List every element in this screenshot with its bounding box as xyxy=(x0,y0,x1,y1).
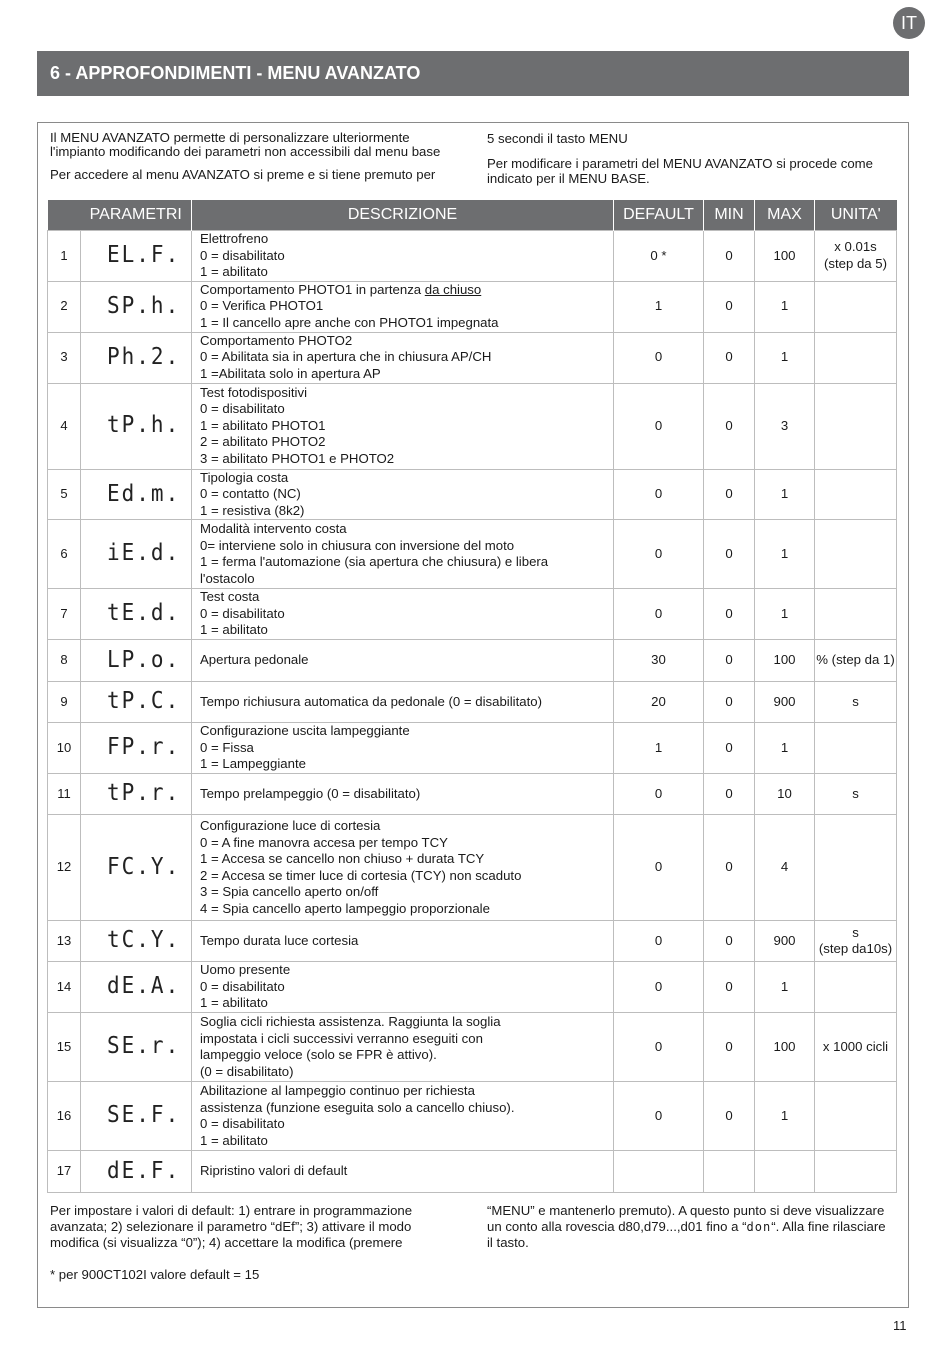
unit-cell xyxy=(815,231,897,282)
default-value: 1 xyxy=(614,281,704,332)
parameter-code: Ed.m. xyxy=(107,479,181,506)
description-line xyxy=(200,366,613,383)
description-text: impostata i cicli successivi verranno eseguiti con xyxy=(200,1030,483,1046)
parameter-code-cell xyxy=(81,640,192,682)
max-value: 1 xyxy=(755,469,815,520)
description-line xyxy=(200,756,613,773)
table-row xyxy=(48,723,897,774)
description-line xyxy=(200,786,613,803)
description-line xyxy=(200,315,613,332)
description-cell xyxy=(192,520,614,589)
table-row xyxy=(48,1151,897,1193)
description-line xyxy=(200,979,613,996)
description-text: Tempo durata luce cortesia xyxy=(200,932,359,948)
unit-cell xyxy=(815,332,897,383)
min-value: 0 xyxy=(704,962,755,1013)
unit-line: x 0.01s xyxy=(834,239,877,255)
description-line xyxy=(200,851,613,868)
table-row xyxy=(48,589,897,640)
description-text: 0 = Verifica PHOTO1 xyxy=(200,298,324,314)
description-text: 0= interviene solo in chiusura con inversione del moto xyxy=(200,537,515,553)
table-row xyxy=(48,469,897,520)
unit-cell xyxy=(815,962,897,1013)
parameter-code-cell xyxy=(81,332,192,383)
parameter-code: tC.Y. xyxy=(107,925,181,953)
row-number: 8 xyxy=(48,640,81,682)
unit-cell xyxy=(815,774,897,815)
description-line xyxy=(200,1133,613,1150)
description-text: Apertura pedonale xyxy=(200,652,309,668)
header-max: MAX xyxy=(755,200,815,231)
default-value: 20 xyxy=(614,682,704,723)
max-value: 900 xyxy=(755,682,815,723)
parameter-code-cell xyxy=(81,520,192,589)
table-row xyxy=(48,640,897,682)
description-line xyxy=(200,818,613,835)
description-text: 2 = abilitato PHOTO2 xyxy=(200,434,326,450)
row-number: 17 xyxy=(48,1151,81,1193)
parameter-code-cell xyxy=(81,1013,192,1082)
description-text: Ripristino valori di default xyxy=(200,1163,348,1179)
description-line xyxy=(200,962,613,979)
description-line xyxy=(200,1100,613,1117)
parameter-code-cell xyxy=(81,682,192,723)
description-line xyxy=(200,231,613,248)
description-line xyxy=(200,486,613,503)
unit-cell xyxy=(815,281,897,332)
description-line xyxy=(200,571,613,588)
unit-cell xyxy=(815,1151,897,1193)
description-line xyxy=(200,1083,613,1100)
description-cell xyxy=(192,723,614,774)
max-value: 1 xyxy=(755,1082,815,1151)
intro-right-column xyxy=(487,131,897,196)
description-line xyxy=(200,521,613,538)
description-line xyxy=(200,622,613,639)
parameter-code: tE.d. xyxy=(107,598,181,626)
description-text: 1 = abilitato xyxy=(200,995,268,1011)
description-text: Configurazione uscita lampeggiante xyxy=(200,723,410,739)
parameter-code: EL.F. xyxy=(107,240,181,268)
max-value: 1 xyxy=(755,723,815,774)
table-row xyxy=(48,281,897,332)
max-value: 100 xyxy=(755,231,815,282)
description-text: 1 = abilitato xyxy=(200,1132,268,1148)
row-number: 10 xyxy=(48,723,81,774)
description-line xyxy=(200,606,613,623)
intro-left-column xyxy=(50,131,455,192)
description-line xyxy=(200,248,613,265)
row-number: 3 xyxy=(48,332,81,383)
parameter-code-cell xyxy=(81,469,192,520)
description-line xyxy=(200,589,613,606)
row-number: 5 xyxy=(48,469,81,520)
description-line xyxy=(200,282,613,299)
default-value: 0 xyxy=(614,774,704,815)
description-line xyxy=(200,554,613,571)
unit-line: s xyxy=(852,924,859,940)
unit-cell xyxy=(815,469,897,520)
table-row xyxy=(48,332,897,383)
header-number xyxy=(48,200,81,231)
description-underline: da chiuso xyxy=(424,281,482,297)
default-value: 0 xyxy=(614,962,704,1013)
table-row xyxy=(48,815,897,921)
unit-cell xyxy=(815,682,897,723)
min-value: 0 xyxy=(704,640,755,682)
row-number: 7 xyxy=(48,589,81,640)
description-line xyxy=(200,451,613,468)
unit-cell xyxy=(815,723,897,774)
max-value: 1 xyxy=(755,520,815,589)
description-cell xyxy=(192,921,614,962)
description-line xyxy=(200,835,613,852)
table-header-row xyxy=(48,200,897,231)
table-row xyxy=(48,774,897,815)
description-line xyxy=(200,538,613,555)
min-value: 0 xyxy=(704,383,755,469)
unit-cell xyxy=(815,589,897,640)
min-value: 0 xyxy=(704,723,755,774)
parameter-code: tP.h. xyxy=(107,410,181,438)
parameter-code-cell xyxy=(81,815,192,921)
min-value: 0 xyxy=(704,921,755,962)
parameters-table xyxy=(47,200,897,1193)
description-text: 0 = contatto (NC) xyxy=(200,486,301,501)
parameter-code: SE.r. xyxy=(107,1031,181,1059)
parameter-code-cell xyxy=(81,231,192,282)
description-line xyxy=(200,264,613,281)
parameter-code-cell xyxy=(81,281,192,332)
intro-paragraph-2: Per accedere al menu AVANZATO si preme e si tiene premuto per xyxy=(50,167,436,182)
description-text: 1 = ferma l'automazione (sia apertura che chiusura) e libera xyxy=(200,554,549,569)
header-descrizione: DESCRIZIONE xyxy=(192,200,614,231)
description-line xyxy=(200,434,613,451)
table-row xyxy=(48,1082,897,1151)
description-cell xyxy=(192,1082,614,1151)
parameter-code-cell xyxy=(81,921,192,962)
default-value: 0 xyxy=(614,469,704,520)
description-line xyxy=(200,333,613,350)
description-line xyxy=(200,740,613,757)
description-line xyxy=(200,995,613,1012)
default-value: 1 xyxy=(614,723,704,774)
unit-cell xyxy=(815,921,897,962)
min-value: 0 xyxy=(704,231,755,282)
min-value: 0 xyxy=(704,815,755,921)
min-value: 0 xyxy=(704,469,755,520)
min-value: 0 xyxy=(704,332,755,383)
description-text: 3 = abilitato PHOTO1 e PHOTO2 xyxy=(200,450,395,466)
max-value: 1 xyxy=(755,589,815,640)
table-row xyxy=(48,682,897,723)
unit-cell xyxy=(815,1013,897,1082)
section-title: 6 - APPROFONDIMENTI - MENU AVANZATO xyxy=(37,51,909,96)
description-cell xyxy=(192,640,614,682)
parameter-code-cell xyxy=(81,589,192,640)
description-line xyxy=(200,385,613,402)
table-row xyxy=(48,520,897,589)
parameter-code: SP.h. xyxy=(107,291,181,319)
description-text: 0 = disabilitato xyxy=(200,1116,285,1131)
description-text: 1 = Il cancello apre anche con PHOTO1 impegnata xyxy=(200,314,499,330)
unit-cell xyxy=(815,1082,897,1151)
description-line xyxy=(200,868,613,885)
header-min: MIN xyxy=(704,200,755,231)
parameter-code-cell xyxy=(81,1082,192,1151)
parameter-code: Ph.2. xyxy=(107,342,181,370)
description-line xyxy=(200,401,613,418)
description-text: 0 = Abilitata sia in apertura che in chiusura AP/CH xyxy=(200,349,492,365)
min-value xyxy=(704,1151,755,1193)
max-value: 100 xyxy=(755,1013,815,1082)
outro-paragraph-right xyxy=(487,1203,892,1251)
description-line xyxy=(200,503,613,520)
parameter-code: tP.r. xyxy=(107,778,181,806)
min-value: 0 xyxy=(704,682,755,723)
parameter-code-cell xyxy=(81,383,192,469)
description-line xyxy=(200,723,613,740)
intro-paragraph-4: Per modificare i parametri del MENU AVANZATO si procede come indicato per il MENU BASE. xyxy=(487,156,873,186)
description-text: Tempo prelampeggio (0 = disabilitato) xyxy=(200,785,421,801)
description-text: 1 = resistiva (8k2) xyxy=(200,502,305,518)
description-text: 1 =Abilitata solo in apertura AP xyxy=(200,365,381,381)
description-cell xyxy=(192,469,614,520)
description-cell xyxy=(192,774,614,815)
description-text: assistenza (funzione eseguita solo a cancello chiuso). xyxy=(200,1099,515,1115)
display-code-done: don xyxy=(746,1220,772,1234)
description-line xyxy=(200,470,613,487)
max-value: 3 xyxy=(755,383,815,469)
intro-paragraph-1: Il MENU AVANZATO permette di personalizzare ulteriormente l'impianto modificando dei parametri non accessibili dal menu base xyxy=(50,130,441,159)
description-cell xyxy=(192,589,614,640)
description-text: Configurazione luce di cortesia xyxy=(200,818,381,833)
row-number: 14 xyxy=(48,962,81,1013)
unit-line: s xyxy=(852,693,859,709)
description-line xyxy=(200,418,613,435)
description-text: l'ostacolo xyxy=(200,570,255,586)
description-cell xyxy=(192,815,614,921)
description-text: 0 = Fissa xyxy=(200,739,254,755)
default-value: 0 xyxy=(614,815,704,921)
description-text: 1 = abilitato xyxy=(200,264,268,279)
unit-line: % (step da 1) xyxy=(816,652,895,668)
row-number: 4 xyxy=(48,383,81,469)
description-line xyxy=(200,1014,613,1031)
parameter-code: dE.F. xyxy=(107,1156,181,1184)
description-text: Tempo richiusura automatica da pedonale (0 = disabilitato) xyxy=(200,693,542,709)
max-value: 4 xyxy=(755,815,815,921)
description-text: Elettrofreno xyxy=(200,231,269,246)
description-line xyxy=(200,884,613,901)
description-line xyxy=(200,652,613,669)
min-value: 0 xyxy=(704,774,755,815)
max-value: 1 xyxy=(755,332,815,383)
description-line xyxy=(200,933,613,950)
description-cell xyxy=(192,1013,614,1082)
outro-left-column xyxy=(50,1203,450,1251)
default-value: 0 xyxy=(614,520,704,589)
language-badge: IT xyxy=(893,7,925,39)
intro-paragraph-3: 5 secondi il tasto MENU xyxy=(487,131,628,146)
parameter-code-cell xyxy=(81,1151,192,1193)
description-cell xyxy=(192,962,614,1013)
table-row xyxy=(48,962,897,1013)
parameter-code: FC.Y. xyxy=(107,852,181,880)
min-value: 0 xyxy=(704,281,755,332)
max-value: 900 xyxy=(755,921,815,962)
default-value: 0 xyxy=(614,589,704,640)
description-text: 1 = abilitato xyxy=(200,622,268,638)
parameter-code: SE.F. xyxy=(107,1100,181,1128)
table-body xyxy=(48,231,897,1193)
unit-line: (step da 5) xyxy=(823,255,888,271)
description-text: Test fotodispositivi xyxy=(200,384,308,400)
description-text: 2 = Accesa se timer luce di cortesia (TCY) non scaduto xyxy=(200,867,522,883)
description-text: Uomo presente xyxy=(200,962,291,978)
default-value: 0 * xyxy=(614,231,704,282)
description-line xyxy=(200,694,613,711)
unit-line: x 1000 cicli xyxy=(822,1038,889,1054)
outro-text-b: “. Alla fine rilasciare il tasto. xyxy=(487,1219,886,1250)
row-number: 13 xyxy=(48,921,81,962)
description-text: (0 = disabilitato) xyxy=(200,1063,294,1079)
default-value: 0 xyxy=(614,1013,704,1082)
parameter-code: LP.o. xyxy=(107,645,181,673)
unit-cell xyxy=(815,640,897,682)
description-text: Test costa xyxy=(200,589,260,605)
min-value: 0 xyxy=(704,589,755,640)
unit-line: (step da10s) xyxy=(818,941,893,956)
outro-right-column xyxy=(487,1203,892,1251)
description-text: Soglia cicli richiesta assistenza. Raggiunta la soglia xyxy=(200,1014,501,1029)
description-line xyxy=(200,298,613,315)
unit-cell xyxy=(815,383,897,469)
parameter-code: tP.C. xyxy=(107,686,181,714)
description-text: 0 = A fine manovra accesa per tempo TCY xyxy=(200,834,448,850)
row-number: 11 xyxy=(48,774,81,815)
parameter-code-cell xyxy=(81,962,192,1013)
header-parametri: PARAMETRI xyxy=(81,200,192,231)
footnote: * per 900CT102I valore default = 15 xyxy=(50,1267,260,1282)
description-text: 4 = Spia cancello aperto lampeggio proporzionale xyxy=(200,900,490,916)
max-value: 1 xyxy=(755,962,815,1013)
table-row xyxy=(48,383,897,469)
description-text: Comportamento PHOTO1 in partenza xyxy=(200,281,425,297)
row-number: 12 xyxy=(48,815,81,921)
page-number: 11 xyxy=(893,1318,907,1333)
unit-cell xyxy=(815,815,897,921)
min-value: 0 xyxy=(704,520,755,589)
min-value: 0 xyxy=(704,1013,755,1082)
description-text: Comportamento PHOTO2 xyxy=(200,332,353,348)
unit-cell xyxy=(815,520,897,589)
description-line xyxy=(200,1116,613,1133)
description-text: 0 = disabilitato xyxy=(200,605,285,621)
description-line xyxy=(200,349,613,366)
header-unita: UNITA' xyxy=(815,200,897,231)
row-number: 1 xyxy=(48,231,81,282)
max-value xyxy=(755,1151,815,1193)
row-number: 2 xyxy=(48,281,81,332)
description-text: Abilitazione al lampeggio continuo per richiesta xyxy=(200,1083,475,1098)
parameter-code: FP.r. xyxy=(107,732,181,760)
description-text: 1 = Accesa se cancello non chiuso + durata TCY xyxy=(200,851,485,866)
row-number: 16 xyxy=(48,1082,81,1151)
description-cell xyxy=(192,682,614,723)
parameter-code-cell xyxy=(81,774,192,815)
default-value xyxy=(614,1151,704,1193)
default-value: 30 xyxy=(614,640,704,682)
description-cell xyxy=(192,383,614,469)
description-cell xyxy=(192,231,614,282)
outro-text-a: “MENU” e mantenerlo premuto). A questo punto si deve visualizzare un conto alla rovescia d80,d79...,d01 fino a “ xyxy=(487,1203,885,1234)
parameter-code-cell xyxy=(81,723,192,774)
description-line xyxy=(200,1047,613,1064)
description-line xyxy=(200,1163,613,1180)
description-cell xyxy=(192,281,614,332)
table-row xyxy=(48,921,897,962)
row-number: 6 xyxy=(48,520,81,589)
description-text: 1 = abilitato PHOTO1 xyxy=(200,417,326,433)
description-text: 1 = Lampeggiante xyxy=(200,756,306,772)
parameter-code: dE.A. xyxy=(107,971,181,999)
description-cell xyxy=(192,332,614,383)
default-value: 0 xyxy=(614,921,704,962)
description-text: lampeggio veloce (solo se FPR è attivo). xyxy=(200,1047,437,1062)
description-line xyxy=(200,901,613,918)
min-value: 0 xyxy=(704,1082,755,1151)
parameter-code: iE.d. xyxy=(107,538,181,566)
description-text: 0 = disabilitato xyxy=(200,247,285,263)
unit-line: s xyxy=(852,785,859,801)
description-text: 0 = disabilitato xyxy=(200,401,285,417)
default-value: 0 xyxy=(614,332,704,383)
description-text: 0 = disabilitato xyxy=(200,978,285,994)
default-value: 0 xyxy=(614,1082,704,1151)
description-cell xyxy=(192,1151,614,1193)
table-row xyxy=(48,1013,897,1082)
description-text: Modalità intervento costa xyxy=(200,521,347,536)
description-text: 3 = Spia cancello aperto on/off xyxy=(200,884,379,899)
header-default: DEFAULT xyxy=(614,200,704,231)
max-value: 1 xyxy=(755,281,815,332)
outro-paragraph-left: Per impostare i valori di default: 1) entrare in programmazione avanzata; 2) selezionare il parametro “dEf”; 3) attivare il modo modifica (si visualizza “0”); 4) accettare la modifica (premere xyxy=(50,1203,413,1250)
description-text: Tipologia costa xyxy=(200,469,289,485)
row-number: 9 xyxy=(48,682,81,723)
description-line xyxy=(200,1031,613,1048)
max-value: 10 xyxy=(755,774,815,815)
row-number: 15 xyxy=(48,1013,81,1082)
description-line xyxy=(200,1064,613,1081)
default-value: 0 xyxy=(614,383,704,469)
table-row xyxy=(48,231,897,282)
max-value: 100 xyxy=(755,640,815,682)
